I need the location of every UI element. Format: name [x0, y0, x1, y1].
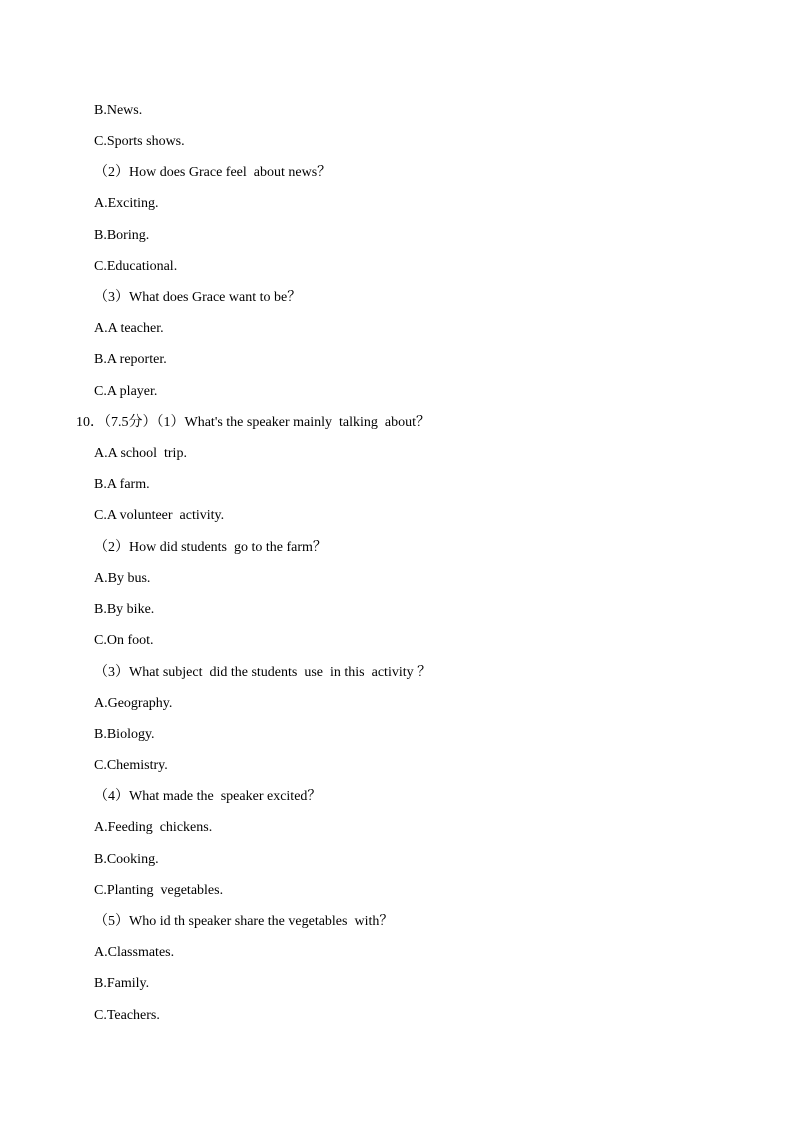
q9-part2-question: （2）How does Grace feel about news？ — [94, 165, 332, 180]
q9-part2-option-a: A.Exciting. — [94, 196, 159, 211]
q10-part2-option-c: C.On foot. — [94, 633, 154, 648]
q9-part2-option-b: B.Boring. — [94, 228, 150, 243]
q10-part3-question: （3）What subject did the students use in this activity ？ — [94, 665, 432, 680]
q10-part5-option-a: A.Classmates. — [94, 945, 175, 960]
q9-part2-option-c: C.Educational. — [94, 259, 178, 274]
q10-part5-question: （5）Who id th speaker share the vegetables with？ — [94, 914, 394, 929]
q9-part3-option-b: B.A reporter. — [94, 352, 167, 367]
q10-part4-question: （4）What made the speaker excited？ — [94, 789, 322, 804]
q9-option-b: B.News. — [94, 103, 143, 118]
q10-part1-option-a: A.A school trip. — [94, 446, 187, 461]
q10-part3-option-b: B.Biology. — [94, 727, 155, 742]
q10-part4-option-a: A.Feeding chickens. — [94, 820, 213, 835]
q10-part5-option-b: B.Family. — [94, 976, 150, 991]
q9-part3-option-c: C.A player. — [94, 384, 158, 399]
q9-part3-option-a: A.A teacher. — [94, 321, 164, 336]
q10-header: 10．（7.5分）（1）What's the speaker mainly talking about？ — [76, 415, 431, 430]
q10-part4-option-c: C.Planting vegetables. — [94, 883, 224, 898]
q10-part3-option-a: A.Geography. — [94, 696, 173, 711]
q10-part2-option-a: A.By bus. — [94, 571, 151, 586]
q9-part3-question: （3）What does Grace want to be？ — [94, 290, 302, 305]
q10-part2-question: （2）How did students go to the farm？ — [94, 540, 327, 555]
q10-part1-option-b: B.A farm. — [94, 477, 150, 492]
q10-part3-option-c: C.Chemistry. — [94, 758, 168, 773]
q10-part2-option-b: B.By bike. — [94, 602, 155, 617]
q10-part5-option-c: C.Teachers. — [94, 1008, 160, 1023]
q10-part4-option-b: B.Cooking. — [94, 852, 159, 867]
q10-part1-option-c: C.A volunteer activity. — [94, 508, 225, 523]
q9-option-c: C.Sports shows. — [94, 134, 185, 149]
